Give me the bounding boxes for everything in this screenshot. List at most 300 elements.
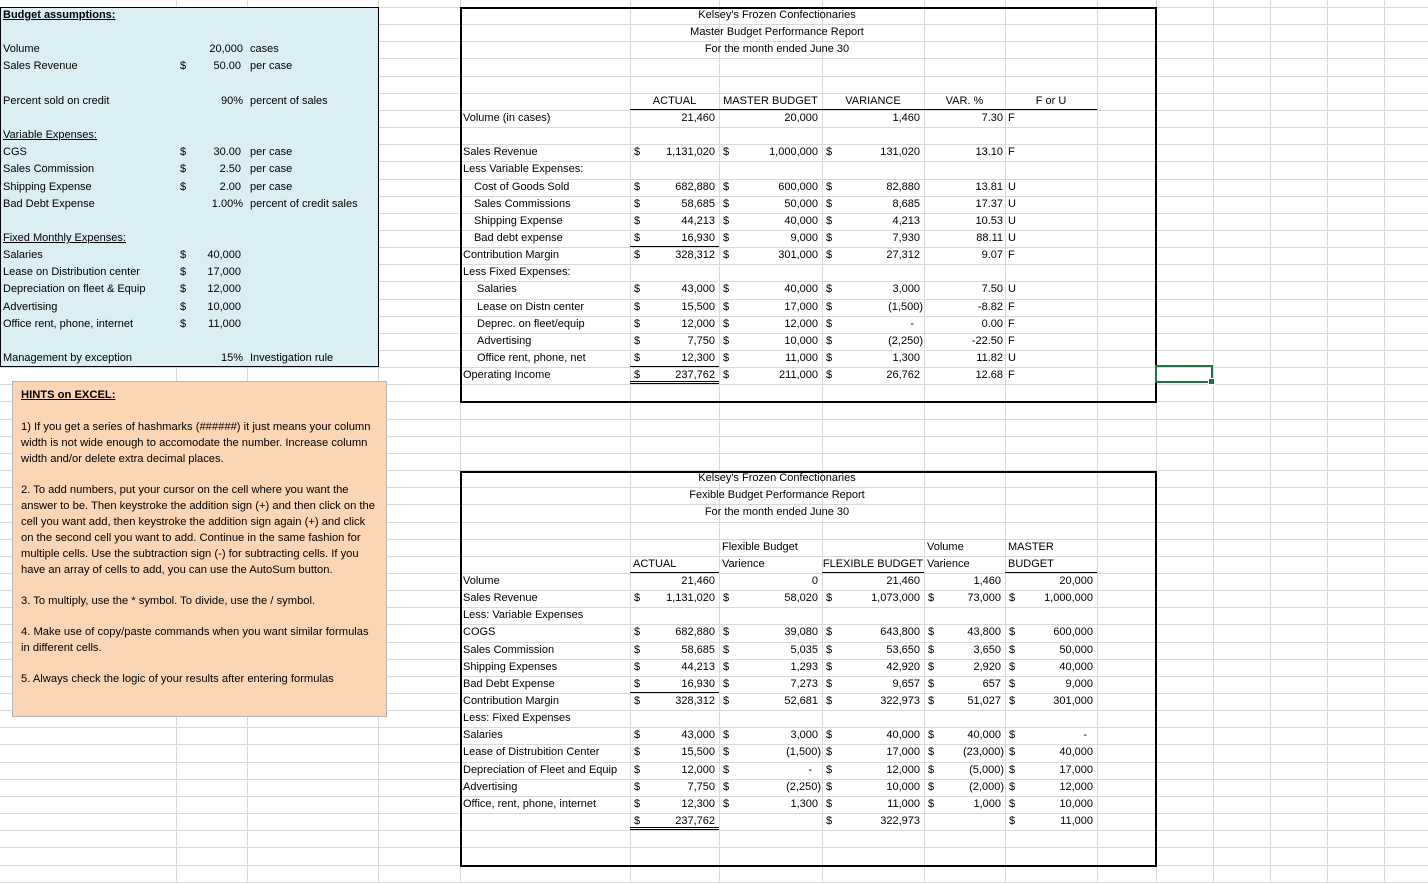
report-cell[interactable] <box>822 350 924 367</box>
cell-value: 51,027 <box>967 695 1001 707</box>
report-cell[interactable] <box>630 299 719 316</box>
cell-value: 15,500 <box>681 746 715 759</box>
report-cell[interactable] <box>924 762 1005 779</box>
row-label[interactable] <box>460 813 630 830</box>
report-cell[interactable] <box>719 213 822 230</box>
report-cell[interactable] <box>924 642 1005 659</box>
report-cell[interactable] <box>924 744 1005 761</box>
row-label[interactable]: Less: Variable Expenses <box>463 609 584 622</box>
report-cell[interactable] <box>719 624 822 641</box>
dollar-sign: $ <box>1009 592 1016 605</box>
assumption-value[interactable] <box>176 144 247 161</box>
report-cell[interactable] <box>630 247 719 264</box>
report-cell[interactable] <box>630 367 719 384</box>
assumption-label[interactable]: Management by exception <box>3 352 133 364</box>
dollar-sign: $ <box>634 626 641 639</box>
report-cell[interactable] <box>630 796 719 813</box>
report-cell[interactable]: F <box>1008 369 1015 382</box>
report-cell[interactable] <box>822 796 924 813</box>
report-cell[interactable]: F <box>1008 317 1015 330</box>
cell-value: 1,131,020 <box>666 592 715 605</box>
report-cell[interactable]: 20,000 <box>1059 574 1093 587</box>
dollar-sign: $ <box>180 317 187 330</box>
report-cell[interactable]: 13.81 <box>975 180 1003 193</box>
cell-value: - <box>808 763 812 776</box>
dollar-sign: $ <box>634 231 641 244</box>
report-cell[interactable] <box>719 762 822 779</box>
dollar-sign: $ <box>826 815 833 828</box>
report-cell[interactable] <box>630 316 719 333</box>
report-cell[interactable] <box>630 693 719 710</box>
report-cell[interactable] <box>822 230 924 247</box>
report-title[interactable]: Kelsey's Frozen Confectionaries <box>698 472 856 485</box>
assumption-label[interactable]: Fixed Monthly Expenses: <box>3 231 126 244</box>
cell-value: 211,000 <box>779 369 818 382</box>
report-cell[interactable] <box>822 333 924 350</box>
assumption-unit[interactable]: per case <box>250 163 293 176</box>
report-cell[interactable]: F <box>1008 146 1015 159</box>
report-cell[interactable] <box>1005 642 1097 659</box>
hints-box <box>12 381 387 717</box>
report-cell[interactable] <box>924 590 1005 607</box>
report-cell[interactable] <box>630 744 719 761</box>
row-label[interactable]: Volume (in cases) <box>463 111 551 124</box>
assumption-value[interactable]: 20,000 <box>209 43 243 56</box>
row-label[interactable]: Shipping Expense <box>474 214 563 227</box>
cell-value: 17,000 <box>207 266 241 279</box>
report-cell[interactable] <box>822 590 924 607</box>
report-cell[interactable]: F <box>1008 249 1015 262</box>
report-cell[interactable] <box>1005 779 1097 796</box>
assumption-unit[interactable]: per case <box>250 180 293 193</box>
cell-value: 643,800 <box>880 626 920 639</box>
assumption-label[interactable]: Depreciation on fleet & Equip <box>3 283 146 296</box>
report-cell[interactable] <box>719 299 822 316</box>
hint-item: 5. Always check the logic of your results after entering formulas <box>21 673 334 685</box>
cell-value: 50,000 <box>784 197 818 210</box>
report-cell[interactable] <box>719 796 822 813</box>
row-label[interactable]: Shipping Expenses <box>463 660 558 673</box>
cell-value: 2,920 <box>973 660 1001 673</box>
dollar-sign: $ <box>826 180 833 193</box>
report-cell[interactable]: 21,460 <box>886 574 920 587</box>
row-label[interactable]: Office, rent, phone, internet <box>463 797 597 810</box>
report-cell[interactable]: 20,000 <box>784 111 818 124</box>
report-cell[interactable] <box>822 213 924 230</box>
report-cell[interactable] <box>630 642 719 659</box>
report-cell[interactable] <box>1005 813 1097 830</box>
report-cell[interactable] <box>822 179 924 196</box>
column-header[interactable]: Varience <box>722 557 765 570</box>
report-cell[interactable]: 21,460 <box>681 574 715 587</box>
report-cell[interactable]: U <box>1008 283 1016 296</box>
row-label[interactable]: Less: Fixed Expenses <box>463 712 571 725</box>
report-cell[interactable]: U <box>1008 180 1016 193</box>
assumption-unit[interactable]: percent of sales <box>250 94 328 107</box>
dollar-sign: $ <box>826 695 833 707</box>
report-cell[interactable] <box>630 350 719 367</box>
report-cell[interactable] <box>630 179 719 196</box>
assumption-value[interactable] <box>176 161 247 178</box>
report-cell[interactable] <box>822 693 924 710</box>
assumption-label[interactable]: Variable Expenses: <box>3 129 97 142</box>
report-cell[interactable] <box>822 367 924 384</box>
report-cell[interactable] <box>822 676 924 693</box>
report-cell[interactable] <box>630 230 719 247</box>
report-cell[interactable] <box>1005 762 1097 779</box>
report-cell[interactable] <box>822 196 924 213</box>
report-cell[interactable] <box>719 727 822 744</box>
dollar-sign: $ <box>634 249 641 262</box>
report-cell[interactable] <box>924 676 1005 693</box>
report-cell[interactable]: 21,460 <box>681 111 715 124</box>
dollar-sign: $ <box>634 214 641 227</box>
report-cell[interactable]: F <box>1008 334 1015 347</box>
report-cell[interactable] <box>822 813 924 830</box>
report-cell[interactable]: F <box>1008 111 1015 124</box>
cell-value: 44,213 <box>681 214 715 227</box>
row-label[interactable]: Advertising <box>477 334 532 347</box>
assumption-label[interactable]: Advertising <box>3 300 58 313</box>
dollar-sign: $ <box>180 249 187 262</box>
row-label[interactable]: Volume <box>463 574 500 587</box>
assumption-label[interactable]: Shipping Expense <box>3 180 92 193</box>
row-label[interactable]: Cost of Goods Sold <box>474 180 570 193</box>
row-label[interactable]: Contribution Margin <box>463 695 559 707</box>
report-cell[interactable] <box>630 281 719 298</box>
cell-value: 301,000 <box>1053 695 1093 707</box>
report-cell[interactable] <box>719 676 822 693</box>
cell-value: - <box>910 317 914 330</box>
dollar-sign: $ <box>826 763 833 776</box>
column-header[interactable]: ACTUAL <box>630 556 719 573</box>
dollar-sign: $ <box>723 797 730 810</box>
dollar-sign: $ <box>723 214 730 227</box>
column-header[interactable]: MASTER <box>1008 540 1054 553</box>
report-cell[interactable] <box>822 779 924 796</box>
row-label[interactable]: Sales Revenue <box>463 146 538 159</box>
cell-value: 3,650 <box>973 643 1001 656</box>
report-cell[interactable] <box>1005 796 1097 813</box>
report-cell[interactable]: 10.53 <box>975 214 1003 227</box>
report-cell[interactable] <box>719 350 822 367</box>
report-title[interactable]: Kelsey's Frozen Confectionaries <box>698 9 856 21</box>
assumption-unit[interactable]: per case <box>250 146 293 159</box>
cell-value: 17,000 <box>1059 763 1093 776</box>
cell-value: 17,000 <box>784 300 818 313</box>
dollar-sign: $ <box>723 695 730 707</box>
column-header[interactable]: ACTUAL <box>630 93 719 110</box>
dollar-sign: $ <box>723 197 730 210</box>
row-label[interactable]: Sales Commission <box>463 643 555 656</box>
report-cell[interactable] <box>822 144 924 161</box>
report-cell[interactable] <box>924 693 1005 710</box>
dollar-sign: $ <box>180 283 187 296</box>
report-cell[interactable] <box>719 590 822 607</box>
row-label[interactable]: Contribution Margin <box>463 249 559 262</box>
assumption-label[interactable]: Percent sold on credit <box>3 94 110 107</box>
report-cell[interactable] <box>924 659 1005 676</box>
cell-value: 53,650 <box>886 643 920 656</box>
report-cell[interactable] <box>924 779 1005 796</box>
report-cell[interactable]: 1,460 <box>892 111 920 124</box>
assumption-unit[interactable]: Investigation rule <box>250 352 334 364</box>
assumptions-title[interactable]: Budget assumptions: <box>3 9 116 21</box>
cell-value: 43,000 <box>681 729 715 742</box>
assumption-label[interactable]: Office rent, phone, internet <box>3 317 134 330</box>
row-label[interactable]: Less Fixed Expenses: <box>463 266 571 279</box>
report-cell[interactable]: 9.07 <box>981 249 1003 262</box>
report-cell[interactable] <box>630 727 719 744</box>
cell-value: 12,000 <box>784 317 818 330</box>
assumption-value[interactable]: 90% <box>220 94 243 107</box>
report-cell[interactable] <box>719 367 822 384</box>
report-cell[interactable]: 0 <box>811 574 818 587</box>
cell-value: 237,762 <box>675 369 715 382</box>
assumption-value[interactable]: 1.00% <box>211 197 243 210</box>
column-gridline <box>1384 0 1385 882</box>
dollar-sign: $ <box>723 780 730 793</box>
report-cell[interactable] <box>630 213 719 230</box>
report-cell[interactable] <box>630 590 719 607</box>
report-cell[interactable] <box>1005 659 1097 676</box>
assumption-label[interactable]: Sales Commission <box>3 163 95 176</box>
report-cell[interactable] <box>822 642 924 659</box>
report-cell[interactable] <box>719 247 822 264</box>
report-cell[interactable] <box>924 727 1005 744</box>
cell-value: 12,000 <box>681 317 715 330</box>
column-header[interactable]: Volume <box>927 540 964 553</box>
report-cell[interactable] <box>822 624 924 641</box>
cell-value: 27,312 <box>886 249 920 262</box>
report-cell[interactable] <box>630 659 719 676</box>
cell-value: 40,000 <box>784 283 818 296</box>
dollar-sign: $ <box>826 197 833 210</box>
cell-value: 1,293 <box>790 660 818 673</box>
row-label[interactable]: Salaries <box>463 729 503 742</box>
cell-value: 7,273 <box>790 677 818 690</box>
report-cell[interactable]: 1,460 <box>973 574 1001 587</box>
report-cell[interactable] <box>924 796 1005 813</box>
report-cell[interactable] <box>822 744 924 761</box>
cell-value: 11,000 <box>208 317 241 330</box>
dollar-sign: $ <box>1009 815 1016 828</box>
dollar-sign: $ <box>826 746 833 759</box>
row-label[interactable]: Bad debt expense <box>474 231 563 244</box>
cell-value: 9,000 <box>1065 677 1093 690</box>
assumption-value[interactable] <box>176 247 247 264</box>
report-cell[interactable]: U <box>1008 231 1016 244</box>
cell-value: 11,000 <box>785 352 818 364</box>
dollar-sign: $ <box>826 283 833 296</box>
assumption-label[interactable]: Sales Revenue <box>3 60 78 73</box>
report-title[interactable]: For the month ended June 30 <box>704 43 850 56</box>
report-cell[interactable] <box>630 333 719 350</box>
row-label[interactable]: Sales Commissions <box>474 197 571 210</box>
report-cell[interactable]: F <box>1008 300 1015 313</box>
report-cell[interactable] <box>1005 676 1097 693</box>
report-cell[interactable] <box>719 333 822 350</box>
report-cell[interactable] <box>822 299 924 316</box>
row-label[interactable]: Office rent, phone, net <box>477 352 586 364</box>
report-cell[interactable] <box>822 727 924 744</box>
dollar-sign: $ <box>634 146 641 159</box>
assumption-value[interactable] <box>176 264 247 281</box>
cell-value: 10,000 <box>1059 797 1093 810</box>
report-cell[interactable]: 7.50 <box>981 283 1003 296</box>
dollar-sign: $ <box>1009 677 1016 690</box>
column-header[interactable]: Varience <box>927 557 970 570</box>
report-cell[interactable] <box>1005 744 1097 761</box>
cell-value: 3,000 <box>790 729 818 742</box>
row-label[interactable]: COGS <box>463 626 496 639</box>
report-cell[interactable] <box>630 144 719 161</box>
cell-value: 43,000 <box>681 283 715 296</box>
report-cell[interactable] <box>630 676 719 693</box>
dollar-sign: $ <box>723 334 730 347</box>
assumption-value[interactable] <box>176 316 247 333</box>
report-cell[interactable] <box>719 659 822 676</box>
assumption-label[interactable]: Salaries <box>3 249 43 262</box>
dollar-sign: $ <box>1009 746 1016 759</box>
dollar-sign: $ <box>1009 780 1016 793</box>
report-title[interactable]: Master Budget Performance Report <box>690 26 864 39</box>
report-cell[interactable] <box>719 144 822 161</box>
dollar-sign: $ <box>826 146 833 159</box>
report-cell[interactable] <box>822 762 924 779</box>
row-label[interactable]: Advertising <box>463 780 518 793</box>
assumption-unit[interactable]: percent of credit sales <box>250 197 358 210</box>
report-cell[interactable]: -22.50 <box>971 334 1003 347</box>
report-cell[interactable] <box>719 230 822 247</box>
report-cell[interactable] <box>1005 624 1097 641</box>
assumption-value[interactable] <box>176 179 247 196</box>
assumption-label[interactable]: Volume <box>3 43 40 56</box>
report-cell[interactable] <box>719 179 822 196</box>
assumption-unit[interactable]: per case <box>250 60 293 73</box>
report-cell[interactable]: 11.82 <box>976 352 1003 364</box>
dollar-sign: $ <box>826 214 833 227</box>
row-label[interactable]: Deprec. on fleet/equip <box>477 317 585 330</box>
cell-value: 7,750 <box>687 780 715 793</box>
report-title[interactable]: For the month ended June 30 <box>704 506 850 519</box>
column-header[interactable]: VARIANCE <box>822 93 924 110</box>
assumption-unit[interactable]: cases <box>250 43 279 56</box>
report-cell[interactable] <box>822 281 924 298</box>
report-cell[interactable] <box>822 247 924 264</box>
report-cell[interactable] <box>630 813 719 830</box>
cell-value: 16,930 <box>681 677 715 690</box>
column-header[interactable]: VAR. % <box>924 93 1005 110</box>
dollar-sign: $ <box>826 626 833 639</box>
dollar-sign: $ <box>1009 763 1016 776</box>
dollar-sign: $ <box>723 300 730 313</box>
report-cell[interactable]: U <box>1008 352 1016 364</box>
cell-value: 682,880 <box>675 626 715 639</box>
dollar-sign: $ <box>1009 643 1016 656</box>
cell-value: 50.00 <box>213 60 241 73</box>
cell-value: (1,500) <box>888 300 923 313</box>
cell-value: 44,213 <box>681 660 715 673</box>
report-cell[interactable]: 12.68 <box>975 369 1003 382</box>
assumption-value[interactable] <box>176 299 247 316</box>
cell-value: 2.00 <box>219 180 241 193</box>
cell-value: 1,300 <box>790 797 818 810</box>
dollar-sign: $ <box>634 763 641 776</box>
report-cell[interactable] <box>822 316 924 333</box>
column-header[interactable]: BUDGET <box>1005 556 1097 573</box>
dollar-sign: $ <box>723 643 730 656</box>
row-label[interactable]: Less Variable Expenses: <box>463 163 584 176</box>
row-label[interactable]: Sales Revenue <box>463 592 538 605</box>
row-label[interactable]: Bad Debt Expense <box>463 677 555 690</box>
report-cell[interactable] <box>630 624 719 641</box>
row-label[interactable]: Salaries <box>477 283 517 296</box>
column-header[interactable]: Flexible Budget <box>722 540 798 553</box>
report-cell[interactable]: 13.10 <box>975 146 1003 159</box>
report-cell[interactable] <box>630 762 719 779</box>
cell-value: 9,000 <box>790 231 818 244</box>
report-cell[interactable] <box>822 659 924 676</box>
assumption-value[interactable] <box>176 58 247 75</box>
cell-value: (2,000) <box>969 780 1004 793</box>
assumption-label[interactable]: CGS <box>3 146 27 159</box>
cell-value: 3,000 <box>892 283 920 296</box>
report-cell[interactable] <box>630 196 719 213</box>
report-title[interactable]: Fexible Budget Performance Report <box>689 489 865 502</box>
report-cell[interactable]: U <box>1008 197 1016 210</box>
report-cell[interactable] <box>1005 590 1097 607</box>
report-cell[interactable]: 0.00 <box>981 317 1003 330</box>
assumption-label[interactable]: Lease on Distribution center <box>3 266 140 279</box>
report-cell[interactable]: -8.82 <box>977 300 1003 313</box>
cell-value: 26,762 <box>886 369 920 382</box>
row-label[interactable]: Depreciation of Fleet and Equip <box>463 763 618 776</box>
dollar-sign: $ <box>826 643 833 656</box>
report-cell[interactable] <box>719 281 822 298</box>
report-cell[interactable]: U <box>1008 214 1016 227</box>
report-cell[interactable] <box>719 642 822 659</box>
report-cell[interactable] <box>719 693 822 710</box>
cell-value: 10,000 <box>784 334 818 347</box>
dollar-sign: $ <box>1009 797 1016 810</box>
column-header[interactable]: FLEXIBLE BUDGET <box>822 556 924 573</box>
column-header[interactable]: F or U <box>1005 93 1097 110</box>
cell-value: 600,000 <box>778 180 818 193</box>
report-cell[interactable] <box>719 744 822 761</box>
report-cell[interactable] <box>630 779 719 796</box>
report-cell[interactable]: 88.11 <box>976 231 1003 244</box>
cell-value: 1,000,000 <box>1044 592 1093 605</box>
row-label[interactable]: Lease on Distn center <box>477 300 585 313</box>
report-cell[interactable] <box>924 624 1005 641</box>
assumption-label[interactable]: Bad Debt Expense <box>3 197 95 210</box>
report-cell[interactable]: 17.37 <box>975 197 1003 210</box>
report-cell[interactable] <box>719 196 822 213</box>
assumption-value[interactable]: 15% <box>220 352 243 364</box>
report-cell[interactable]: 7.30 <box>981 111 1003 124</box>
dollar-sign: $ <box>826 369 833 382</box>
row-label[interactable]: Lease of Distrubition Center <box>463 746 600 759</box>
report-cell[interactable] <box>1005 727 1097 744</box>
report-cell[interactable] <box>719 316 822 333</box>
row-label[interactable]: Operating Income <box>463 369 551 382</box>
selected-cell[interactable] <box>1155 365 1213 383</box>
assumption-value[interactable] <box>176 281 247 298</box>
report-cell[interactable] <box>719 779 822 796</box>
column-header[interactable]: MASTER BUDGET <box>719 93 822 110</box>
report-cell[interactable] <box>1005 693 1097 710</box>
